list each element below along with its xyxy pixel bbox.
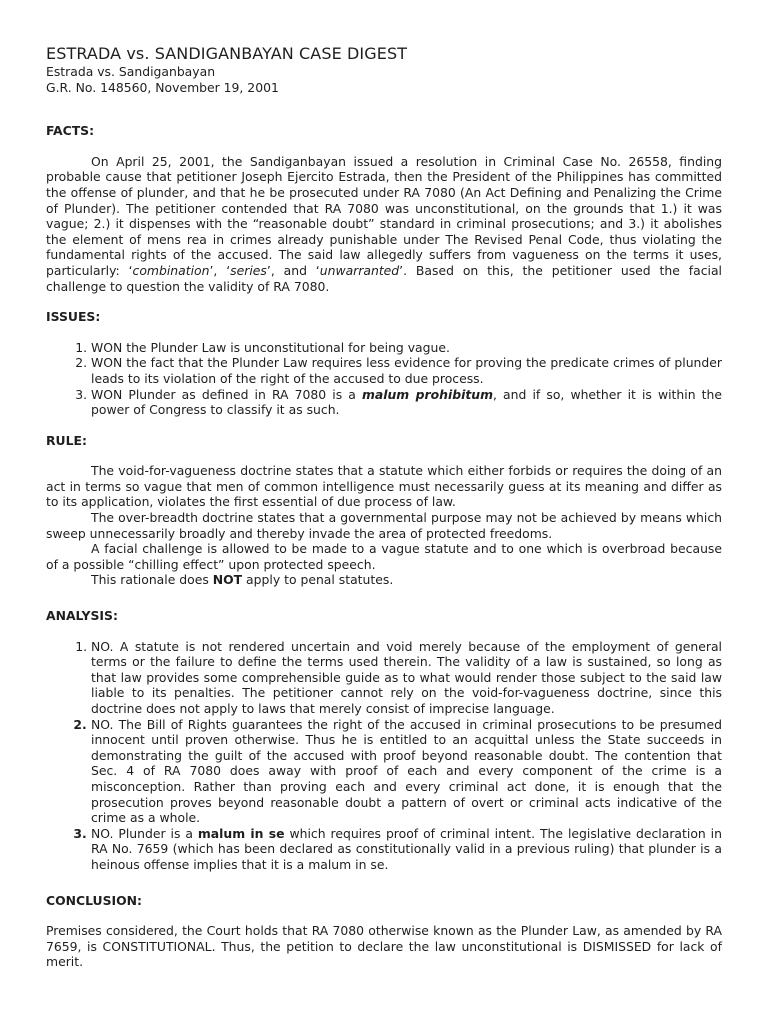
gr-number: G.R. No. 148560, November 19, 2001 [46,79,279,95]
term-combination: combination [132,262,210,278]
conclusion-paragraph: Premises considered, the Court holds that RA 7080 otherwise known as the Plunder Law, as amended by RA 7659, is CONSTITUTIONAL. Thus, the petition to declare the law unconstitutional is DISMISSED for lack of merit. [46,923,722,970]
term-series: series [230,262,267,278]
analysis-item: 1. NO. A statute is not rendered uncertain and void merely because of the employment of general terms or the failure to define the terms used therein. The validity of a law is sustained, so long as that law provides some comprehensible guide as to what would render those subject to the said law liable to its penalties. The petitioner cannot rely on the void-for-vagueness doctrine, since this doctrine does not apply to laws that merely consist of imprecise language. [91,639,722,717]
rule-paragraph-facial-challenge: A facial challenge is allowed to be made to a vague statute and to one which is overbroad because of a possible “chilling effect” upon protected speech. [46,541,722,572]
term-malum-in-se: malum in se [197,825,285,841]
term-unwarranted: unwarranted [319,262,400,278]
rule-heading: RULE: [46,432,87,448]
rule-paragraph-penal: This rationale does NOT apply to penal statutes. [91,572,394,588]
conclusion-heading: CONCLUSION: [46,892,142,908]
analysis-list [46,639,722,873]
rule-paragraph-vagueness: The void-for-vagueness doctrine states that a statute which either forbids or requires the doing of an act in terms so vague that men of common intelligence must necessarily guess at its meaning and differ as to its application, violates the first essential of due process of law. [46,463,722,510]
issue-item: 2. WON the fact that the Plunder Law requires less evidence for proving the predicate crimes of plunder leads to its violation of the right of the accused to due process. [91,355,722,386]
issue-item: 1. WON the Plunder Law is unconstitutional for being vague. [91,340,722,356]
analysis-item: 2. NO. The Bill of Rights guarantees the right of the accused in criminal prosecutions to be presumed innocent until proven otherwise. Thus he is entitled to an acquittal unless the State succeeds in demonstrating the guilt of the accused with proof beyond reasonable doubt. The contention that Sec. 4 of RA 7080 does away with proof of each and every component of the crime is a misconception. Rather than proving each and every criminal act done, it is enough that the prosecution proves beyond reasonable doubt a pattern of overt or criminal acts indicative of the crime as a whole. [91,717,722,826]
analysis-item: 3. NO. Plunder is a malum in se which requires proof of criminal intent. The legislative declaration in RA No. 7659 (which has been declared as constitutionally valid in a previous ruling) that plunder is a heinous offense implies that it is a malum in se. [91,826,722,873]
issue-item: 3. WON Plunder as defined in RA 7080 is a malum prohibitum, and if so, whether it is within the power of Congress to classify it as such. [91,387,722,418]
rule-paragraph-overbreadth: The over-breadth doctrine states that a governmental purpose may not be achieved by means which sweep unnecessarily broadly and thereby invade the area of protected freedoms. [46,510,722,541]
issues-heading: ISSUES: [46,309,101,325]
term-malum-prohibitum: malum prohibitum [361,386,494,402]
document-title: ESTRADA vs. SANDIGANBAYAN CASE DIGEST [46,44,408,63]
case-name: Estrada vs. Sandiganbayan [46,64,216,79]
issues-list [46,340,722,418]
analysis-heading: ANALYSIS: [46,608,118,624]
facts-heading: FACTS: [46,123,95,139]
facts-paragraph: On April 25, 2001, the Sandiganbayan issued a resolution in Criminal Case No. 26558, finding probable cause that petitioner Joseph Ejercito Estrada, then the President of the Philippines has committed the offense of plunder, and that he be prosecuted under RA 7080 (An Act Defining and Penalizing the Crime of Plunder). The petitioner contended that RA 7080 was unconstitutional, on the grounds that 1.) it was vague; 2.) it dispenses with the “reasonable doubt” standard in criminal prosecutions; and 3.) it abolishes the element of mens rea in crimes already punishable under The Revised Penal Code, thus violating the fundamental rights of the accused. The said law allegedly suffers from vagueness on the terms it uses, particularly: ‘combination’, ‘series’, and ‘unwarranted’. Based on this, the petitioner used the facial challenge to question the validity of RA 7080. [46,153,722,294]
